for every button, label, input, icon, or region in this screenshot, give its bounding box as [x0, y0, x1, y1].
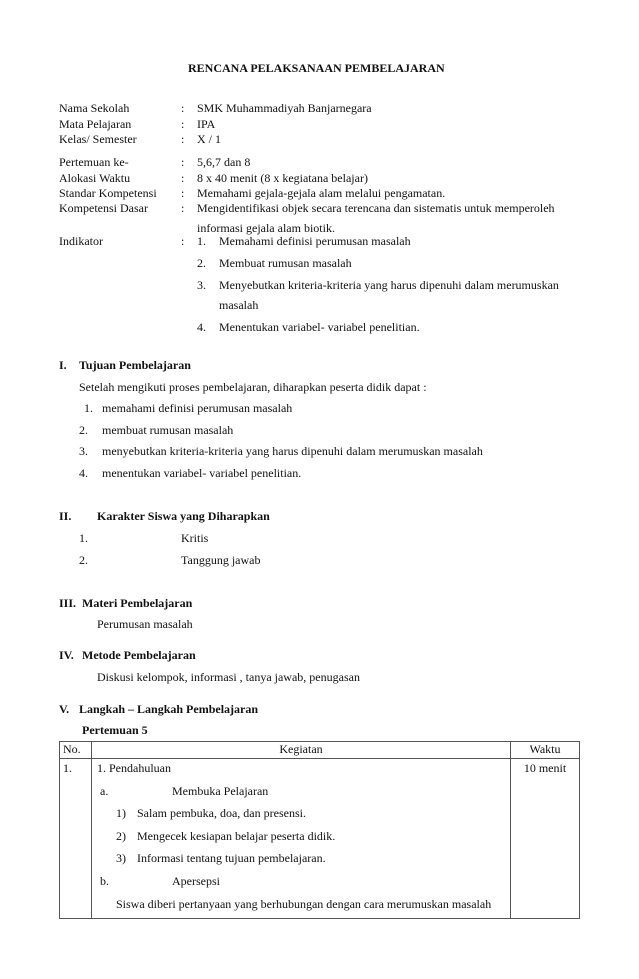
step-text: Siswa diberi pertanyaan yang berhubungan dengan cara merumuskan masalah — [116, 897, 492, 911]
section-heading: Tujuan Pembelajaran — [79, 358, 191, 372]
section-text: Diskusi kelompok, informasi , tanya jawab, penugasan — [97, 670, 360, 684]
document-title: RENCANA PELAKSANAAN PEMBELAJARAN — [188, 61, 445, 75]
activity-table — [59, 741, 580, 919]
colon: : — [181, 155, 185, 169]
list-item: memahami definisi perumusan masalah — [102, 401, 293, 415]
header-waktu: Waktu — [511, 742, 580, 759]
header-kegiatan: Kegiatan — [92, 742, 511, 759]
row-no: 1. — [60, 759, 92, 919]
section-heading: Karakter Siswa yang Diharapkan — [97, 509, 270, 523]
identity-value: X / 1 — [197, 132, 221, 146]
colon: : — [181, 186, 185, 200]
list-item: menentukan variabel- variabel penelitian. — [102, 466, 302, 480]
indikator-item: Membuat rumusan masalah — [219, 256, 352, 270]
colon: : — [181, 201, 185, 215]
identity-value: IPA — [197, 117, 216, 131]
substep-num: 1) — [116, 806, 126, 820]
identity-label: Standar Kompetensi — [59, 186, 157, 200]
phase-title: 1. Pendahuluan — [97, 761, 171, 775]
section-number: III. — [59, 596, 77, 610]
row-waktu: 10 menit — [511, 759, 580, 919]
substep-num: 3) — [116, 851, 126, 865]
identity-label: Alokasi Waktu — [59, 171, 131, 185]
substep-text: Mengecek kesiapan belajar peserta didik. — [137, 829, 336, 843]
step-label: a. — [100, 784, 109, 798]
list-item: menyebutkan kriteria-kriteria yang harus dipenuhi dalam merumuskan masalah — [102, 444, 483, 458]
indikator-label: Indikator — [59, 234, 103, 248]
section-number: IV. — [59, 648, 74, 662]
substep-text: Informasi tentang tujuan pembelajaran. — [137, 851, 326, 865]
indikator-item: Memahami definisi perumusan masalah — [219, 234, 411, 248]
identity-label: Mata Pelajaran — [59, 117, 132, 131]
substep-num: 2) — [116, 829, 126, 843]
list-num: 4. — [79, 466, 88, 480]
colon: : — [181, 132, 185, 146]
identity-value: SMK Muhammadiyah Banjarnegara — [197, 101, 372, 115]
indikator-num: 2. — [197, 256, 206, 270]
identity-label: Kelas/ Semester — [59, 132, 137, 146]
section-heading: Langkah – Langkah Pembelajaran — [79, 702, 259, 716]
table-row — [60, 759, 580, 919]
indikator-num: 1. — [197, 234, 206, 248]
list-num: 2. — [79, 423, 88, 437]
colon: : — [181, 117, 185, 131]
list-num: 1. — [79, 531, 88, 545]
list-num: 1. — [84, 401, 93, 415]
colon: : — [181, 101, 185, 115]
list-item: Tanggung jawab — [181, 553, 261, 567]
section-number: V. — [59, 702, 70, 716]
indikator-num: 4. — [197, 320, 206, 334]
identity-label: Kompetensi Dasar — [59, 201, 148, 215]
table-header-row — [60, 742, 580, 759]
list-num: 3. — [79, 444, 88, 458]
section-number: I. — [59, 358, 67, 372]
section-number: II. — [59, 509, 72, 523]
identity-label: Nama Sekolah — [59, 101, 130, 115]
identity-value: Mengidentifikasi objek secara terencana dan sistematis untuk memperoleh — [197, 201, 555, 215]
section-intro: Setelah mengikuti proses pembelajaran, diharapkan peserta didik dapat : — [79, 380, 427, 394]
indikator-item: Menyebutkan kriteria-kriteria yang harus dipenuhi dalam merumuskan — [219, 278, 559, 292]
section-heading: Materi Pembelajaran — [82, 596, 193, 610]
identity-value: 8 x 40 menit (8 x kegiatana belajar) — [197, 171, 368, 185]
identity-value-continued: informasi gejala alam biotik. — [197, 221, 335, 235]
indikator-num: 3. — [197, 278, 206, 292]
section-heading: Metode Pembelajaran — [82, 648, 196, 662]
substep-text: Salam pembuka, doa, dan presensi. — [137, 806, 306, 820]
list-num: 2. — [79, 553, 88, 567]
meeting-subheading: Pertemuan 5 — [82, 723, 148, 737]
section-text: Perumusan masalah — [97, 617, 193, 631]
header-no: No. — [60, 742, 92, 759]
identity-value: 5,6,7 dan 8 — [197, 155, 251, 169]
indikator-item: Menentukan variabel- variabel penelitian. — [219, 320, 420, 334]
row-kegiatan — [92, 759, 511, 919]
colon: : — [181, 234, 185, 248]
step-title: Apersepsi — [172, 874, 220, 888]
identity-label: Pertemuan ke- — [59, 155, 129, 169]
step-label: b. — [100, 874, 109, 888]
colon: : — [181, 171, 185, 185]
identity-value: Memahami gejala-gejala alam melalui pengamatan. — [197, 186, 446, 200]
indikator-item-continued: masalah — [219, 298, 259, 312]
list-item: Kritis — [181, 531, 209, 545]
step-title: Membuka Pelajaran — [172, 784, 269, 798]
list-item: membuat rumusan masalah — [102, 423, 234, 437]
